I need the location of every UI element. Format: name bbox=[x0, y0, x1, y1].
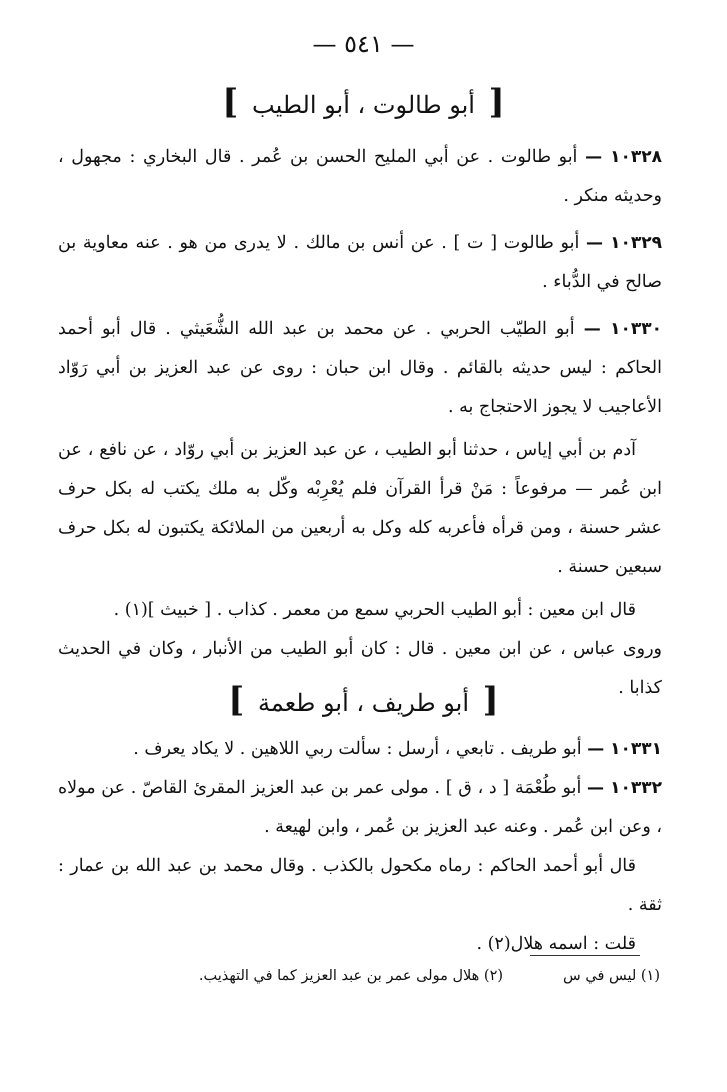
bracket-close: ] bbox=[228, 680, 245, 720]
entry-10332 bbox=[58, 769, 662, 847]
footnotes bbox=[150, 962, 660, 990]
section-heading-2-text: أبو طريف ، أبو طعمة bbox=[257, 689, 470, 717]
footnote-divider bbox=[530, 955, 640, 956]
entry-number: ١٠٣٢٨ — bbox=[585, 147, 662, 167]
paragraph: وروى عباس ، عن ابن معين . قال : كان أبو الطيب من الأنبار ، وكان في الحديث كذابا . bbox=[58, 639, 662, 698]
entry-text: أبو طالوت [ ت ] . عن أنس بن مالك . لا يدرى من هو . عنه معاوية بن صالح في الدُّباء . bbox=[58, 233, 662, 292]
section-heading-1-text: أبو طالوت ، أبو الطيب bbox=[252, 91, 475, 119]
entry-text: أبو طالوت . عن أبي المليح الحسن بن عُمر . قال البخاري : مجهول ، وحديثه منكر . bbox=[58, 147, 662, 206]
bracket-close: ] bbox=[222, 82, 239, 122]
entry-text: أبو الطيّب الحربي . عن محمد بن عبد الله الشُّعَيثي . قال أبو أحمد الحاكم : ليس حديثه بالقائم . وقال ابن حبان : روى عن عبد العزيز بن أبي رَوّاد الأعاجيب لا يجوز الاحتجاج به . bbox=[58, 319, 662, 417]
paragraph: قلت : اسمه هلال(٢) . bbox=[476, 934, 636, 954]
entry-text: أبو طريف . تابعي ، أرسل : سألت ربي اللاهين . لا يكاد يعرف . bbox=[133, 739, 582, 759]
page-number: — ٥٤١ — bbox=[312, 30, 415, 58]
footnote-2: (٢) هلال مولى عمر بن عبد العزيز كما في التهذيب. bbox=[198, 968, 504, 984]
bracket-open: [ bbox=[482, 680, 499, 720]
footnote-1: (١) ليس في س bbox=[563, 968, 660, 984]
entry-10330 bbox=[58, 310, 662, 427]
paragraph: آدم بن أبي إياس ، حدثنا أبو الطيب ، عن عبد العزيز بن أبي روّاد ، عن نافع ، عن ابن عُمر — مرفوعاً : مَنْ قرأ القرآن فلم يُعْرِبْه وكّل به ملك يكتب له بكل حرف عشر حسنة ، ومن قرأه فأعربه كله وكل به أربعين من الملائكة يكتبون له بكل حرف سبعين حسنة . bbox=[58, 440, 662, 577]
entry-number: ١٠٣٣٠ — bbox=[583, 319, 662, 339]
section-heading-2 bbox=[0, 680, 727, 720]
entry-number: ١٠٣٣١ — bbox=[587, 739, 662, 759]
paragraph: قال ابن معين : أبو الطيب الحربي سمع من معمر . كذاب . [ خبيث ](١) . bbox=[113, 600, 636, 620]
entry-10331 bbox=[58, 730, 662, 769]
entry-10329 bbox=[58, 224, 662, 302]
entry-10328 bbox=[58, 138, 662, 216]
paragraph: قال أبو أحمد الحاكم : رماه مكحول بالكذب . وقال محمد بن عبد الله بن عمار : ثقة . bbox=[58, 856, 662, 915]
entry-number: ١٠٣٣٢ — bbox=[587, 778, 663, 798]
section-heading-1 bbox=[0, 82, 727, 122]
bracket-open: [ bbox=[488, 82, 505, 122]
section-body-2 bbox=[58, 730, 662, 964]
section-body-1 bbox=[58, 138, 662, 708]
entry-text: أبو طُعْمَة [ د ، ق ] . مولى عمر بن عبد العزيز المقرئ القاصّ . عن مولاه ، وعن ابن عُمر . وعنه عبد العزيز بن عُمر ، وابن لهيعة . bbox=[58, 778, 662, 837]
entry-number: ١٠٣٢٩ — bbox=[586, 233, 662, 253]
